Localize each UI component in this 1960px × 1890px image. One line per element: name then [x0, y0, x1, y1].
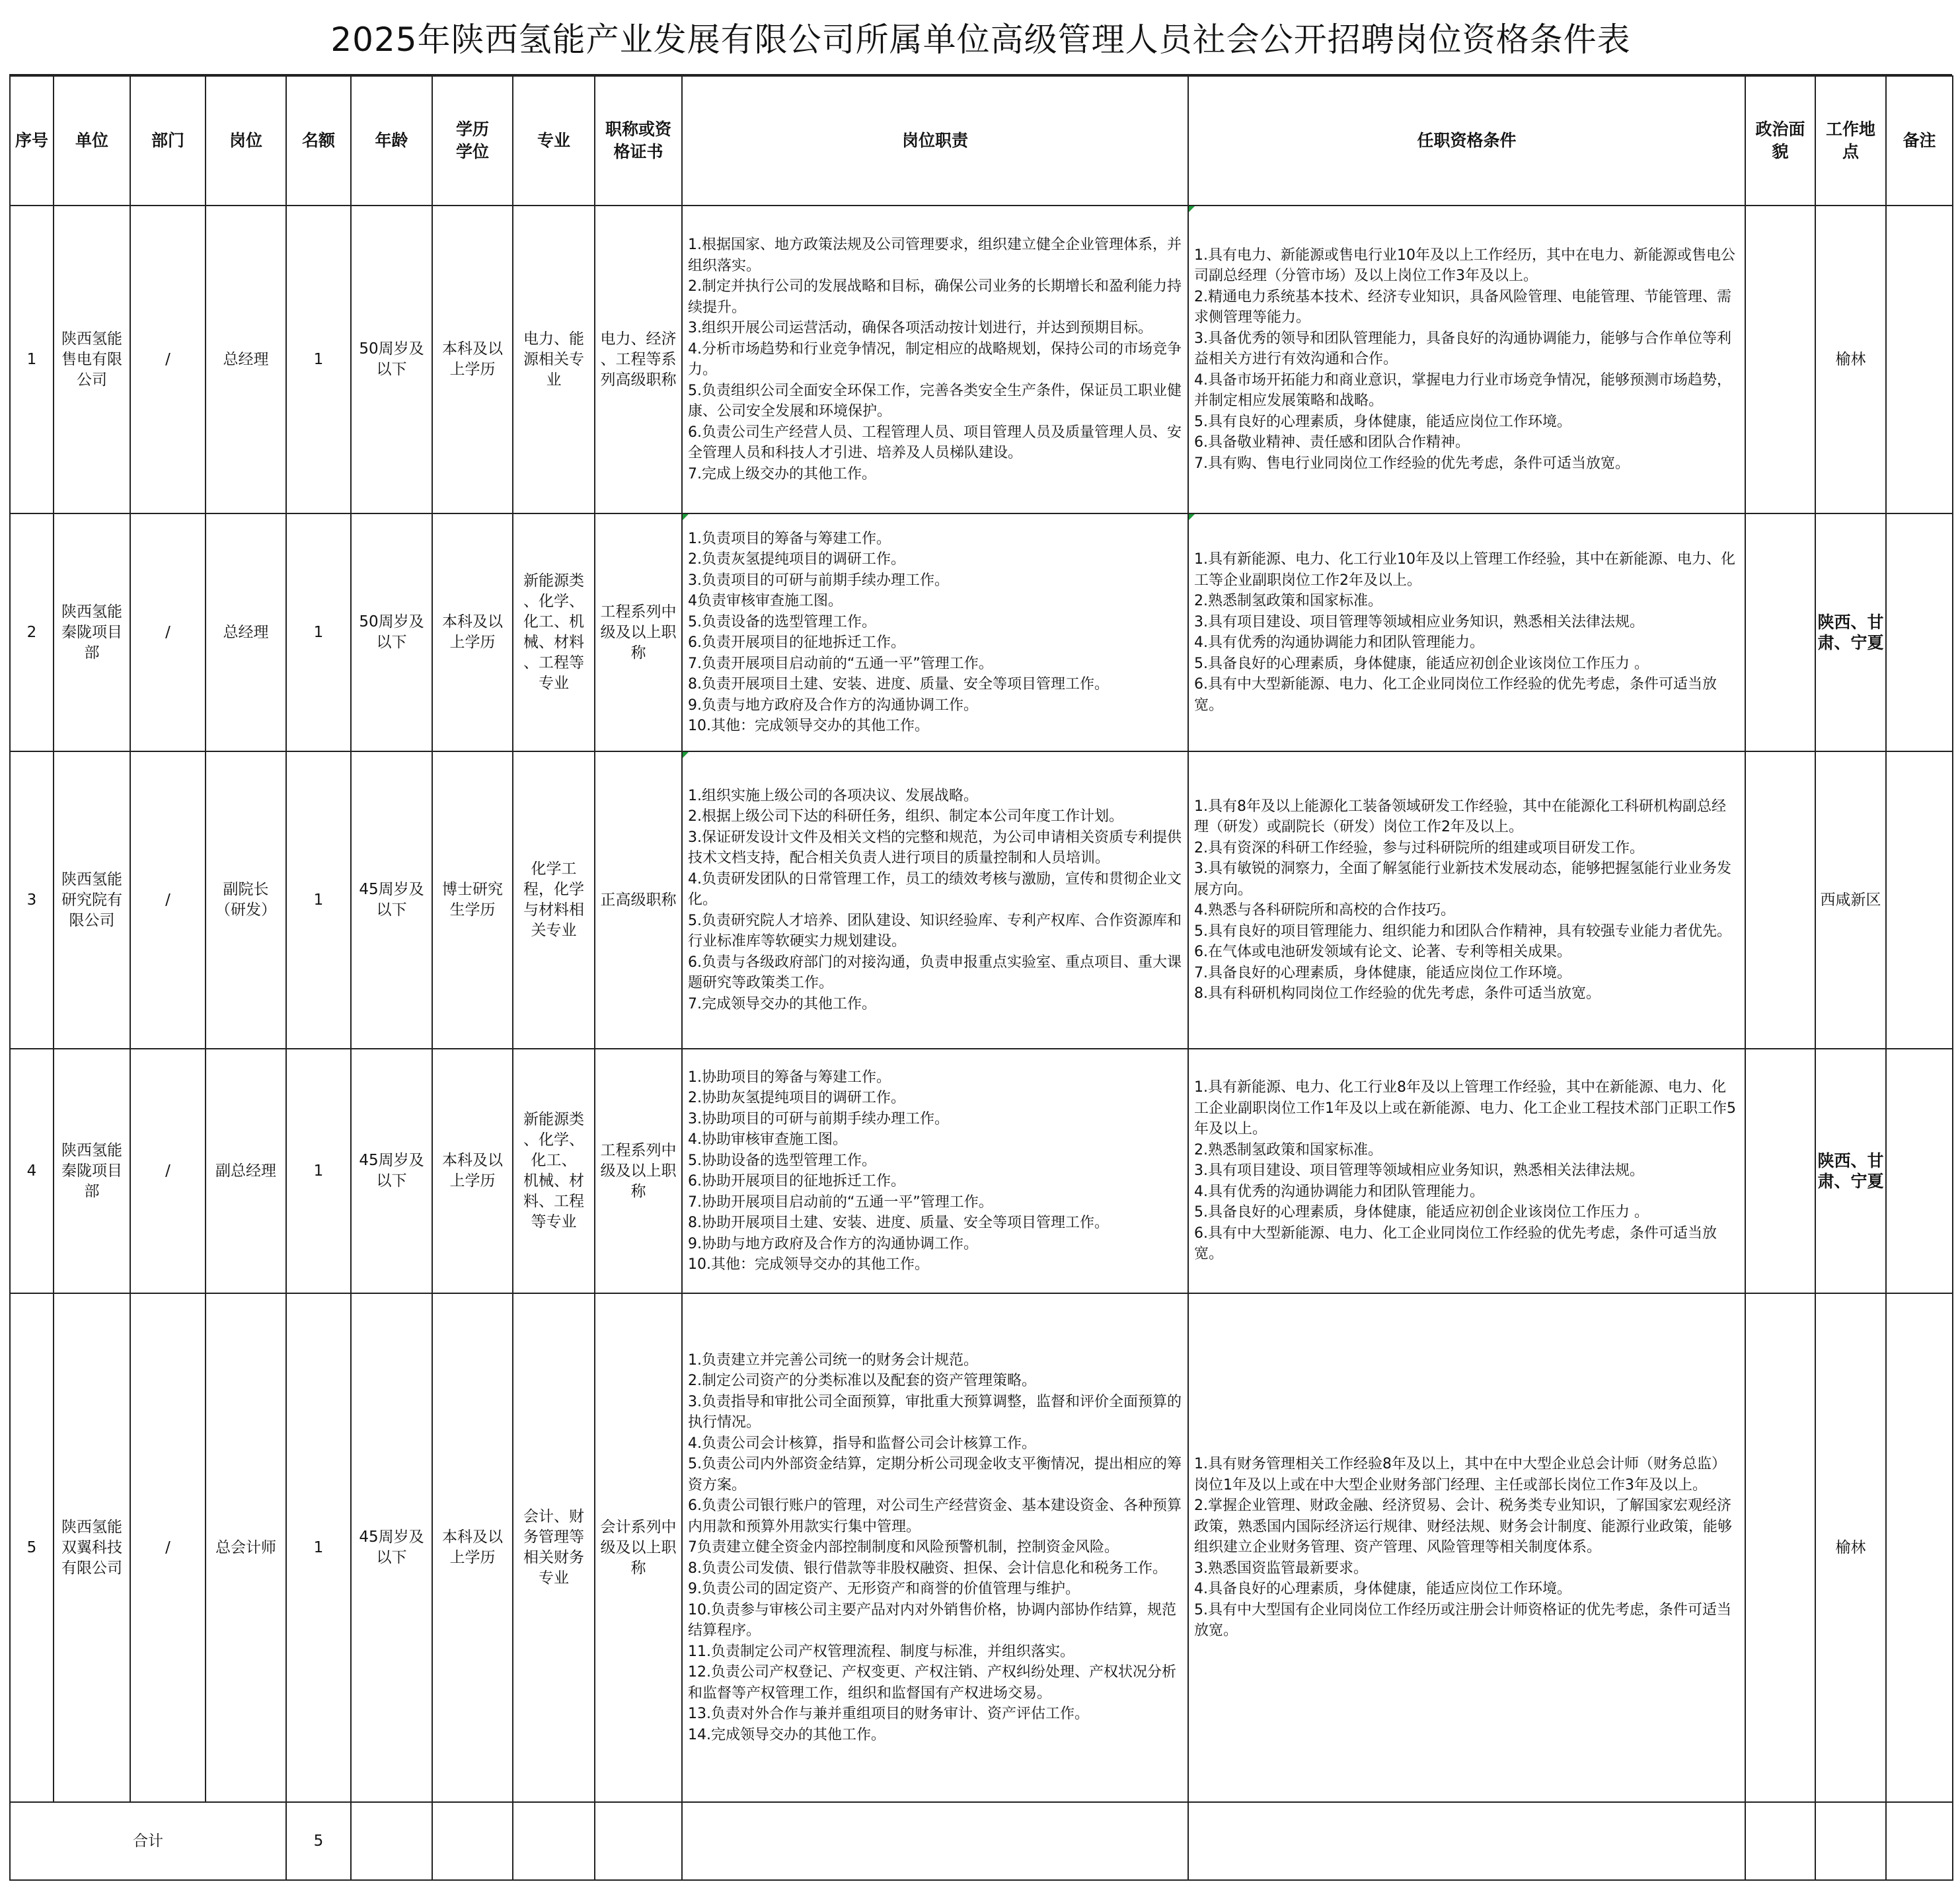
row-position-text: 总经理: [223, 623, 269, 641]
row-quals-item: 5.具备良好的心理素质，身体健康，能适应初创企业该岗位工作压力 。: [1194, 1204, 1649, 1221]
header-dept: 部门: [130, 76, 206, 206]
row-duties-item: 13.负责对外合作与兼并重组项目的财务审计、资产评估工作。: [688, 1706, 1089, 1723]
table-row: [10, 513, 1953, 751]
row-duties-item: 6.负责与各级政府部门的对接沟通，负责申报重点实验室、重点项目、重大课题研究等政策类工作。: [688, 954, 1182, 992]
row-duties-item: 1.根据国家、地方政策法规及公司管理要求，组织建立健全企业管理体系，并组织落实。: [688, 237, 1182, 274]
row-edu: [432, 1049, 513, 1293]
row-duties-item: 10.负责参与审核公司主要产品对内对外销售价格，协调内部协作结算，规范结算程序。: [688, 1601, 1176, 1640]
row-dept: [130, 1293, 206, 1802]
row-quals-item: 4.具备良好的心理素质，身体健康，能适应岗位工作环境。: [1194, 1581, 1571, 1598]
row-quals-item: 5.具有良好的心理素质，身体健康，能适应岗位工作环境。: [1194, 413, 1571, 430]
row-quals-item: 2.具有资深的科研工作经验，参与过科研院所的组建或项目研发工作。: [1194, 839, 1644, 856]
row-quota: [286, 751, 351, 1049]
header-politics: 政治面 貌: [1745, 76, 1815, 206]
row-age: [351, 1049, 432, 1293]
row-unit-text: 陕西氢能 双翼科技 有限公司: [61, 1518, 122, 1577]
row-quals-item: 3.熟悉国资监管最新要求。: [1194, 1560, 1368, 1577]
row-duties-item: 6.负责公司银行账户的管理，对公司生产经营资金、基本建设资金、各种预算内用款和预算外用款实行集中管理。: [688, 1497, 1182, 1535]
row-major: [513, 206, 595, 513]
row-unit: [54, 1293, 130, 1802]
row-seq: [10, 1293, 54, 1802]
total-row: [10, 1802, 1953, 1880]
row-politics: [1745, 1293, 1815, 1802]
row-major: [513, 513, 595, 751]
row-duties-item: 10.其他：完成领导交办的其他工作。: [688, 1256, 929, 1273]
row-duties-item: 7.负责开展项目启动前的“五通一平”管理工作。: [688, 655, 993, 672]
row-duties-item: 1.负责项目的筹备与筹建工作。: [688, 530, 891, 547]
row-remark: [1886, 513, 1953, 751]
total-empty-cell: [513, 1802, 595, 1880]
row-position: [206, 1293, 286, 1802]
row-politics: [1745, 1049, 1815, 1293]
row-dept-text: /: [165, 891, 170, 909]
row-dept: [130, 513, 206, 751]
total-empty-cell: [1745, 1802, 1815, 1880]
row-age: [351, 513, 432, 751]
row-quals-item: 2.精通电力系统基本技术、经济专业知识，具备风险管理、电能管理、节能管理、需求侧管理等能力。: [1194, 288, 1731, 326]
row-remark: [1886, 1049, 1953, 1293]
header-major: 专业: [513, 76, 595, 206]
row-quota-text: 1: [313, 1538, 324, 1556]
row-quals: [1188, 513, 1745, 751]
header-duties: 岗位职责: [682, 76, 1188, 206]
row-duties-item: 6.协助开展项目的征地拆迁工作。: [688, 1173, 905, 1190]
header-seq: 序号: [10, 76, 54, 206]
row-duties: [682, 513, 1188, 751]
row-quals-item: 6.在气体或电池研发领域有论文、论著、专利等相关成果。: [1194, 944, 1571, 960]
row-duties-item: 5.协助设备的选型管理工作。: [688, 1152, 876, 1169]
row-duties-item: 4负责审核审查施工图。: [688, 593, 843, 609]
row-duties-item: 2.根据上级公司下达的科研任务，组织、制定本公司年度工作计划。: [688, 808, 1123, 825]
row-quals-item: 6.具有中大型新能源、电力、化工企业同岗位工作经验的优先考虑，条件可适当放宽。: [1194, 676, 1717, 714]
total-label-text: 合计: [133, 1832, 163, 1850]
row-cert: [595, 513, 682, 751]
row-quota: [286, 1049, 351, 1293]
row-duties-item: 6.负责公司生产经营人员、工程管理人员、项目管理人员及质量管理人员、安全管理人员和科技人才引进、培养及人员梯队建设。: [688, 424, 1182, 461]
total-empty-cell: [682, 1802, 1188, 1880]
row-quals-item: 1.具有财务管理相关工作经验8年及以上，其中在中大型企业总会计师（财务总监）岗位1年及以上或在中大型企业财务部门经理、主任或部长岗位工作3年及以上。: [1194, 1456, 1726, 1493]
total-quota: [286, 1802, 351, 1880]
row-duties-item: 3.保证研发设计文件及相关文档的完整和规范，为公司申请相关资质专利提供技术文档支持，配合相关负责人进行项目的质量控制和人员培训。: [688, 829, 1182, 867]
row-location-text: 陕西、甘 肃、宁夏: [1817, 613, 1884, 652]
row-quals-item: 5.具有良好的项目管理能力、组织能力和团队合作精神，具有较强专业能力者优先。: [1194, 923, 1731, 940]
row-quals-item: 5.具备良好的心理素质，身体健康，能适应初创企业该岗位工作压力 。: [1194, 655, 1649, 672]
row-quals-item: 2.掌握企业管理、财政金融、经济贸易、会计、税务类专业知识，了解国家宏观经济政策，熟悉国内国际经济运行规律、财经法规、财务会计制度、能源行业政策，能够组织建立企业财务管理、资产管理、风险管理等相关制度体系。: [1194, 1497, 1733, 1556]
row-duties-item: 5.负责设备的选型管理工作。: [688, 613, 876, 630]
row-major: [513, 1293, 595, 1802]
row-dept-text: /: [165, 1162, 170, 1180]
row-duties-item: 1.协助项目的筹备与筹建工作。: [688, 1069, 891, 1086]
row-edu: [432, 206, 513, 513]
table-row: [10, 206, 1953, 513]
row-location: [1815, 1049, 1886, 1293]
row-duties-item: 2.制定公司资产的分类标准以及配套的资产管理策略。: [688, 1373, 1036, 1390]
row-duties: [682, 1049, 1188, 1293]
row-unit-text: 陕西氢能 售电有限 公司: [61, 330, 122, 389]
row-age: [351, 1293, 432, 1802]
row-cert-text: 会计系列中 级及以上职 称: [600, 1518, 677, 1577]
row-cert: [595, 206, 682, 513]
header-row: [10, 76, 1953, 206]
row-location: [1815, 206, 1886, 513]
total-empty-cell: [351, 1802, 432, 1880]
row-quals-item: 1.具有8年及以上能源化工装备领域研发工作经验，其中在能源化工科研机构副总经理（研发）或副院长（研发）岗位工作2年及以上。: [1194, 798, 1726, 835]
row-major: [513, 1049, 595, 1293]
row-quota: [286, 206, 351, 513]
row-age-text: 45周岁及 以下: [359, 881, 424, 919]
row-edu-text: 本科及以 上学历: [442, 613, 503, 651]
row-duties-item: 4.协助审核审查施工图。: [688, 1131, 847, 1148]
header-position: 岗位: [206, 76, 286, 206]
row-duties-item: 9.协助与地方政府及合作方的沟通协调工作。: [688, 1235, 978, 1252]
row-dept: [130, 751, 206, 1049]
row-remark: [1886, 751, 1953, 1049]
row-location: [1815, 513, 1886, 751]
row-major-text: 会计、财 务管理等 相关财务 专业: [523, 1508, 584, 1587]
row-major-text: 新能源类 、化学、 化工、 机械、材 料、工程 等专业: [523, 1111, 584, 1230]
row-quals-item: 4.具有优秀的沟通协调能力和团队管理能力。: [1194, 634, 1484, 651]
row-duties-item: 3.负责指导和审批公司全面预算，审批重大预算调整，监督和评价全面预算的执行情况。: [688, 1393, 1182, 1431]
row-quals-item: 6.具备敬业精神、责任感和团队合作精神。: [1194, 434, 1470, 451]
row-edu-text: 本科及以 上学历: [442, 340, 503, 378]
row-duties-item: 1.组织实施上级公司的各项决议、发展战略。: [688, 787, 978, 804]
row-duties-item: 3.负责项目的可研与前期手续办理工作。: [688, 572, 949, 589]
row-major-text: 化学工 程，化学 与材料相 关专业: [523, 860, 584, 939]
row-dept: [130, 206, 206, 513]
row-politics: [1745, 513, 1815, 751]
row-major: [513, 751, 595, 1049]
row-unit-text: 陕西氢能 秦陇项目 部: [61, 1141, 122, 1200]
row-position: [206, 751, 286, 1049]
row-cert-text: 电力、经济 、工程等系 列高级职称: [600, 330, 677, 389]
total-empty-cell: [1886, 1802, 1953, 1880]
row-seq-text: 1: [26, 350, 37, 368]
row-dept-text: /: [165, 350, 170, 368]
row-age-text: 50周岁及 以下: [359, 340, 424, 378]
row-duties-item: 7.完成领导交办的其他工作。: [688, 995, 876, 1012]
row-age-text: 45周岁及 以下: [359, 1529, 424, 1566]
header-cert: 职称或资 格证书: [595, 76, 682, 206]
row-duties-item: 11.负责制定公司产权管理流程、制度与标准，并组织落实。: [688, 1643, 1074, 1660]
row-quals-item: 3.具备优秀的领导和团队管理能力，具备良好的沟通协调能力，能够与合作单位等利益相关方进行有效沟通和合作。: [1194, 330, 1731, 368]
row-quota-text: 1: [313, 623, 324, 641]
row-duties-item: 5.负责研究院人才培养、团队建设、知识经验库、专利产权库、合作资源库和行业标准库等软硬实力规划建设。: [688, 912, 1182, 950]
row-cert-text: 工程系列中 级及以上职 称: [600, 1141, 677, 1200]
row-age-text: 45周岁及 以下: [359, 1152, 424, 1190]
row-position-text: 总会计师: [215, 1538, 276, 1556]
row-unit: [54, 513, 130, 751]
row-duties-item: 2.制定并执行公司的发展战略和目标，确保公司业务的长期增长和盈利能力持续提升。: [688, 278, 1182, 316]
header-age: 年龄: [351, 76, 432, 206]
header-location: 工作地 点: [1815, 76, 1886, 206]
row-quals-item: 6.具有中大型新能源、电力、化工企业同岗位工作经验的优先考虑，条件可适当放宽。: [1194, 1225, 1717, 1263]
row-duties-item: 5.负责组织公司全面安全环保工作，完善各类安全生产条件，保证员工职业健康、公司安全发展和环境保护。: [688, 382, 1182, 420]
row-duties-item: 5.负责公司内外部资金结算，定期分析公司现金收支平衡情况，提出相应的筹资方案。: [688, 1456, 1182, 1493]
total-quota-text: 5: [313, 1832, 324, 1850]
row-duties-item: 12.负责公司产权登记、产权变更、产权注销、产权纠纷处理、产权状况分析和监督等产权管理工作，组织和监督国有产权进场交易。: [688, 1664, 1176, 1702]
total-empty-cell: [432, 1802, 513, 1880]
row-unit-text: 陕西氢能 研究院有 限公司: [61, 870, 122, 929]
row-unit: [54, 1049, 130, 1293]
recruitment-sheet: [9, 0, 1952, 1881]
row-duties-item: 2.协助灰氢提纯项目的调研工作。: [688, 1090, 905, 1106]
row-age: [351, 206, 432, 513]
row-quals-item: 3.具有敏锐的洞察力，全面了解氢能行业新技术发展动态，能够把握氢能行业业务发展方向。: [1194, 860, 1731, 898]
row-duties-item: 9.负责与地方政府及合作方的沟通协调工作。: [688, 697, 978, 714]
row-edu: [432, 1293, 513, 1802]
table-row: [10, 751, 1953, 1049]
row-duties-item: 8.负责公司发债、银行借款等非股权融资、担保、会计信息化和税务工作。: [688, 1560, 1167, 1577]
row-seq-text: 5: [26, 1538, 37, 1556]
row-quals-item: 8.具有科研机构同岗位工作经验的优先考虑，条件可适当放宽。: [1194, 985, 1601, 1002]
row-dept: [130, 1049, 206, 1293]
row-duties-item: 14.完成领导交办的其他工作。: [688, 1726, 886, 1743]
row-quals-item: 2.熟悉制氢政策和国家标准。: [1194, 593, 1382, 609]
row-quota-text: 1: [313, 1162, 324, 1180]
row-location: [1815, 751, 1886, 1049]
row-edu-text: 博士研究 生学历: [442, 881, 503, 919]
row-position-text: 总经理: [223, 350, 269, 368]
row-quota: [286, 513, 351, 751]
row-duties-item: 4.负责研发团队的日常管理工作，员工的绩效考核与激励，宣传和贯彻企业文化。: [688, 870, 1182, 909]
row-unit: [54, 751, 130, 1049]
header-quota: 名额: [286, 76, 351, 206]
header-remark: 备注: [1886, 76, 1953, 206]
total-empty-cell: [1188, 1802, 1745, 1880]
row-duties-item: 7负责建立健全资金内部控制制度和风险预警机制，控制资金风险。: [688, 1539, 1119, 1556]
header-quals: 任职资格条件: [1188, 76, 1745, 206]
row-remark: [1886, 206, 1953, 513]
row-duties: [682, 751, 1188, 1049]
row-edu-text: 本科及以 上学历: [442, 1529, 503, 1566]
total-label: [10, 1802, 286, 1880]
row-dept-text: /: [165, 1538, 170, 1556]
row-duties-item: 6.负责开展项目的征地拆迁工作。: [688, 634, 905, 651]
row-duties-item: 9.负责公司的固定资产、无形资产和商誉的价值管理与维护。: [688, 1581, 1080, 1598]
row-duties-item: 8.协助开展项目土建、安装、进度、质量、安全等项目管理工作。: [688, 1215, 1109, 1231]
row-quals-item: 4.熟悉与各科研院所和高校的合作技巧。: [1194, 902, 1455, 919]
row-cert-text: 工程系列中 级及以上职 称: [600, 603, 677, 662]
row-quota-text: 1: [313, 350, 324, 368]
row-duties: [682, 1293, 1188, 1802]
row-quals-item: 1.具有电力、新能源或售电行业10年及以上工作经历，其中在电力、新能源或售电公司副总经理（分管市场）及以上岗位工作3年及以上。: [1194, 246, 1735, 285]
row-cert: [595, 1049, 682, 1293]
row-age-text: 50周岁及 以下: [359, 613, 424, 651]
row-edu-text: 本科及以 上学历: [442, 1152, 503, 1190]
row-duties-item: 4.负责公司会计核算，指导和监督公司会计核算工作。: [688, 1435, 1036, 1452]
row-duties-item: 8.负责开展项目土建、安装、进度、质量、安全等项目管理工作。: [688, 676, 1109, 693]
row-edu: [432, 751, 513, 1049]
table-row: [10, 1293, 1953, 1802]
row-position: [206, 1049, 286, 1293]
row-quals-item: 2.熟悉制氢政策和国家标准。: [1194, 1141, 1382, 1158]
row-quals: [1188, 751, 1745, 1049]
row-unit: [54, 206, 130, 513]
row-duties-item: 3.组织开展公司运营活动，确保各项活动按计划进行，并达到预期目标。: [688, 320, 1152, 336]
row-quals-item: 5.具有中大型国有企业同岗位工作经历或注册会计师资格证的优先考虑，条件可适当放宽。: [1194, 1601, 1731, 1640]
qualification-table: [9, 75, 1953, 1881]
row-position: [206, 513, 286, 751]
row-major-text: 新能源类 、化学、 化工、机 械、材料 、工程等 专业: [523, 572, 584, 692]
row-seq-text: 2: [26, 623, 37, 641]
row-politics: [1745, 751, 1815, 1049]
row-seq-text: 4: [26, 1162, 37, 1180]
row-quals: [1188, 1293, 1745, 1802]
row-quals: [1188, 1049, 1745, 1293]
row-location-text: 榆林: [1835, 1538, 1866, 1556]
row-dept-text: /: [165, 623, 170, 641]
row-seq: [10, 1049, 54, 1293]
row-duties-item: 7.协助开展项目启动前的“五通一平”管理工作。: [688, 1193, 993, 1211]
total-empty-cell: [595, 1802, 682, 1880]
row-duties-item: 4.分析市场趋势和行业竞争情况，制定相应的战略规划，保持公司的市场竞争力。: [688, 340, 1182, 378]
row-quals-item: 3.具有项目建设、项目管理等领域相应业务知识，熟悉相关法律法规。: [1194, 613, 1644, 630]
row-edu: [432, 513, 513, 751]
row-major-text: 电力、能 源相关专 业: [523, 330, 584, 389]
row-duties-item: 2.负责灰氢提纯项目的调研工作。: [688, 551, 905, 568]
row-quals-item: 1.具有新能源、电力、化工行业8年及以上管理工作经验，其中在新能源、电力、化工企业副职岗位工作1年及以上或在新能源、电力、化工企业工程技术部门正职工作5年及以上。: [1194, 1079, 1736, 1138]
row-quals-item: 7.具备良好的心理素质，身体健康，能适应岗位工作环境。: [1194, 964, 1571, 981]
row-duties: [682, 206, 1188, 513]
row-quals-item: 1.具有新能源、电力、化工行业10年及以上管理工作经验，其中在新能源、电力、化工等企业副职岗位工作2年及以上。: [1194, 551, 1735, 589]
header-edu: 学历 学位: [432, 76, 513, 206]
page-title: 2025年陕西氢能产业发展有限公司所属单位高级管理人员社会公开招聘岗位资格条件表: [9, 0, 1952, 75]
row-seq: [10, 206, 54, 513]
row-position: [206, 206, 286, 513]
row-seq: [10, 513, 54, 751]
row-position-text: 副院长 （研发）: [215, 881, 276, 919]
row-cert-text: 正高级职称: [600, 891, 677, 909]
row-remark: [1886, 1293, 1953, 1802]
row-quals-item: 4.具有优秀的沟通协调能力和团队管理能力。: [1194, 1183, 1484, 1200]
row-politics: [1745, 206, 1815, 513]
row-quals-item: 7.具有购、售电行业同岗位工作经验的优先考虑，条件可适当放宽。: [1194, 455, 1630, 472]
total-empty-cell: [1815, 1802, 1886, 1880]
row-quota: [286, 1293, 351, 1802]
row-unit-text: 陕西氢能 秦陇项目 部: [61, 603, 122, 662]
row-duties-item: 7.完成上级交办的其他工作。: [688, 465, 876, 482]
row-quals: [1188, 206, 1745, 513]
table-row: [10, 1049, 1953, 1293]
row-duties-item: 10.其他：完成领导交办的其他工作。: [688, 718, 929, 734]
row-quals-item: 4.具备市场开拓能力和商业意识，掌握电力行业市场竞争情况，能够预测市场趋势，并制定相应发展策略和战略。: [1194, 371, 1731, 410]
row-cert: [595, 751, 682, 1049]
row-cert: [595, 1293, 682, 1802]
row-duties-item: 1.负责建立并完善公司统一的财务会计规范。: [688, 1351, 978, 1369]
row-quota-text: 1: [313, 891, 324, 909]
row-age: [351, 751, 432, 1049]
row-position-text: 副总经理: [215, 1162, 276, 1180]
row-location-text: 榆林: [1835, 350, 1866, 368]
row-seq-text: 3: [26, 891, 37, 909]
row-quals-item: 3.具有项目建设、项目管理等领域相应业务知识，熟悉相关法律法规。: [1194, 1162, 1644, 1180]
row-seq: [10, 751, 54, 1049]
row-duties-item: 3.协助项目的可研与前期手续办理工作。: [688, 1110, 949, 1127]
row-location-text: 西咸新区: [1820, 891, 1881, 909]
row-location: [1815, 1293, 1886, 1802]
row-location-text: 陕西、甘 肃、宁夏: [1817, 1151, 1884, 1191]
header-unit: 单位: [54, 76, 130, 206]
